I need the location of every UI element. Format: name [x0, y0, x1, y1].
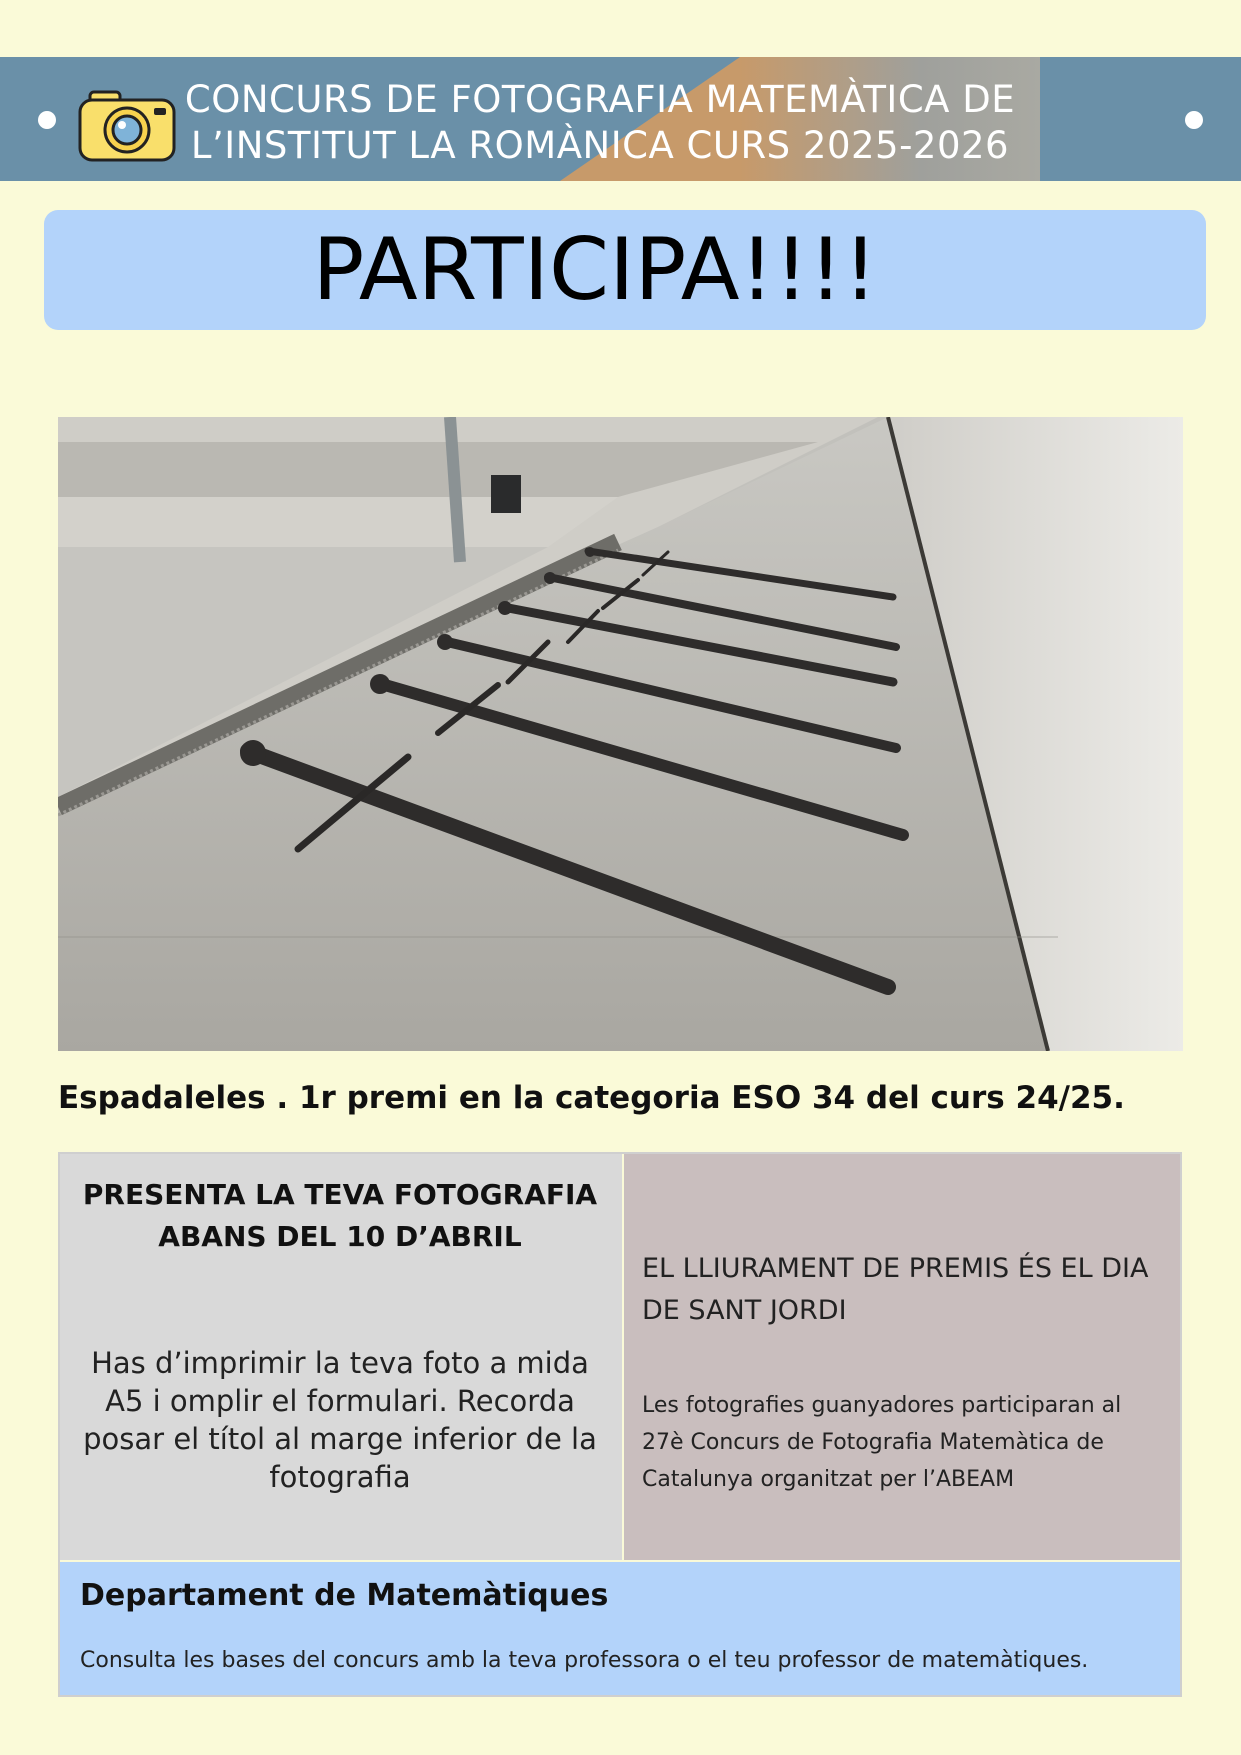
participate-callout — [44, 210, 1206, 330]
department-name: Departament de Matemàtiques — [80, 1578, 609, 1613]
submission-panel — [60, 1154, 622, 1560]
participate-text: PARTICIPA!!!! — [312, 220, 878, 320]
awards-panel — [624, 1154, 1180, 1560]
winning-photo — [58, 417, 1183, 1051]
camera-icon — [78, 88, 176, 162]
info-grid — [58, 1152, 1182, 1697]
bullet-dot-left — [38, 111, 56, 129]
awards-details: Les fotografies guanyadores participaran al 27è Concurs de Fotografia Matemàtica de Catalunya organitzat per l’ABEAM — [642, 1393, 1122, 1492]
contest-title — [150, 77, 1050, 169]
department-panel — [60, 1562, 1180, 1695]
header-banner — [0, 57, 1241, 181]
title-line-1: CONCURS DE FOTOGRAFIA MATEMÀTICA DE — [184, 78, 1016, 121]
photo-caption: Espadaleles . 1r premi en la categoria ESO 34 del curs 24/25. — [58, 1080, 1125, 1116]
awards-heading: EL LLIURAMENT DE PREMIS ÉS EL DIA DE SANT JORDI — [642, 1253, 1149, 1326]
department-note: Consulta les bases del concurs amb la teva professora o el teu professor de matemàtiques. — [80, 1648, 1089, 1673]
title-line-2: L’INSTITUT LA ROMÀNICA CURS 2025-2026 — [190, 124, 1010, 167]
submission-heading — [80, 1174, 600, 1258]
submission-heading-line-1: PRESENTA LA TEVA FOTOGRAFIA — [82, 1178, 598, 1211]
bullet-dot-right — [1185, 111, 1203, 129]
submission-instructions: Has d’imprimir la teva foto a mida A5 i omplir el formulari. Recorda posar el títol al marge inferior de la fotografia — [83, 1346, 597, 1494]
submission-heading-line-2: ABANS DEL 10 D’ABRIL — [158, 1220, 522, 1253]
